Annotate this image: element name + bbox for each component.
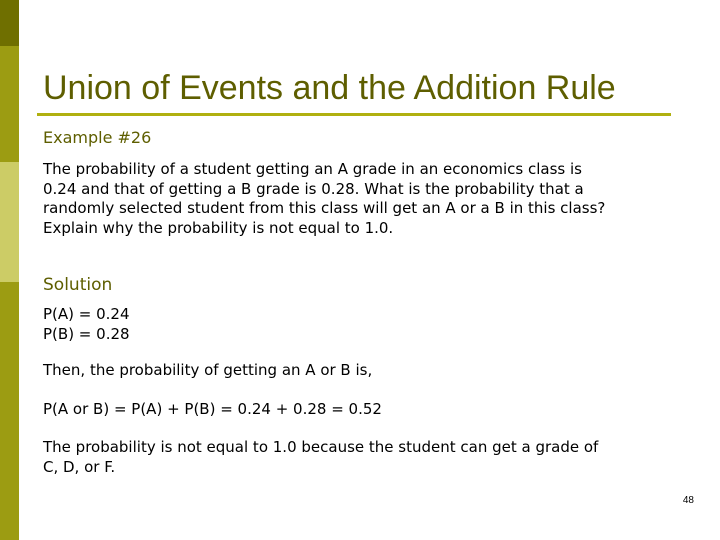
formula-text xyxy=(43,400,382,420)
question-line: 0.24 and that of getting a B grade is 0.28. What is the probability that a xyxy=(43,179,584,198)
sidebar-band-dark xyxy=(0,0,19,46)
question-line: randomly selected student from this class will get an A or a B in this class? xyxy=(43,199,606,217)
given-line-pb: P(B) = 0.28 xyxy=(43,324,130,343)
title-underline xyxy=(37,113,671,116)
formula-line: P(A or B) = P(A) + P(B) = 0.24 + 0.28 = 0.52 xyxy=(43,400,382,418)
question-text xyxy=(43,160,605,238)
example-label: Example #26 xyxy=(43,128,152,147)
question-line: The probability of a student getting an A grade in an economics class is xyxy=(43,160,582,178)
given-probabilities xyxy=(43,305,130,344)
page-number: 48 xyxy=(682,495,694,506)
given-line-pa: P(A) = 0.24 xyxy=(43,305,130,323)
then-text xyxy=(43,361,372,381)
explanation-text xyxy=(43,438,598,477)
question-line: Explain why the probability is not equal to 1.0. xyxy=(43,218,394,237)
sidebar-band-mid xyxy=(0,46,19,162)
slide-title: Union of Events and the Addition Rule xyxy=(43,69,616,107)
sidebar-band-bottom xyxy=(0,282,19,540)
explanation-line: C, D, or F. xyxy=(43,457,116,476)
then-line: Then, the probability of getting an A or B is, xyxy=(43,361,373,379)
explanation-line: The probability is not equal to 1.0 because the student can get a grade of xyxy=(43,438,599,456)
sidebar-band-light xyxy=(0,162,19,282)
solution-label: Solution xyxy=(43,275,113,295)
